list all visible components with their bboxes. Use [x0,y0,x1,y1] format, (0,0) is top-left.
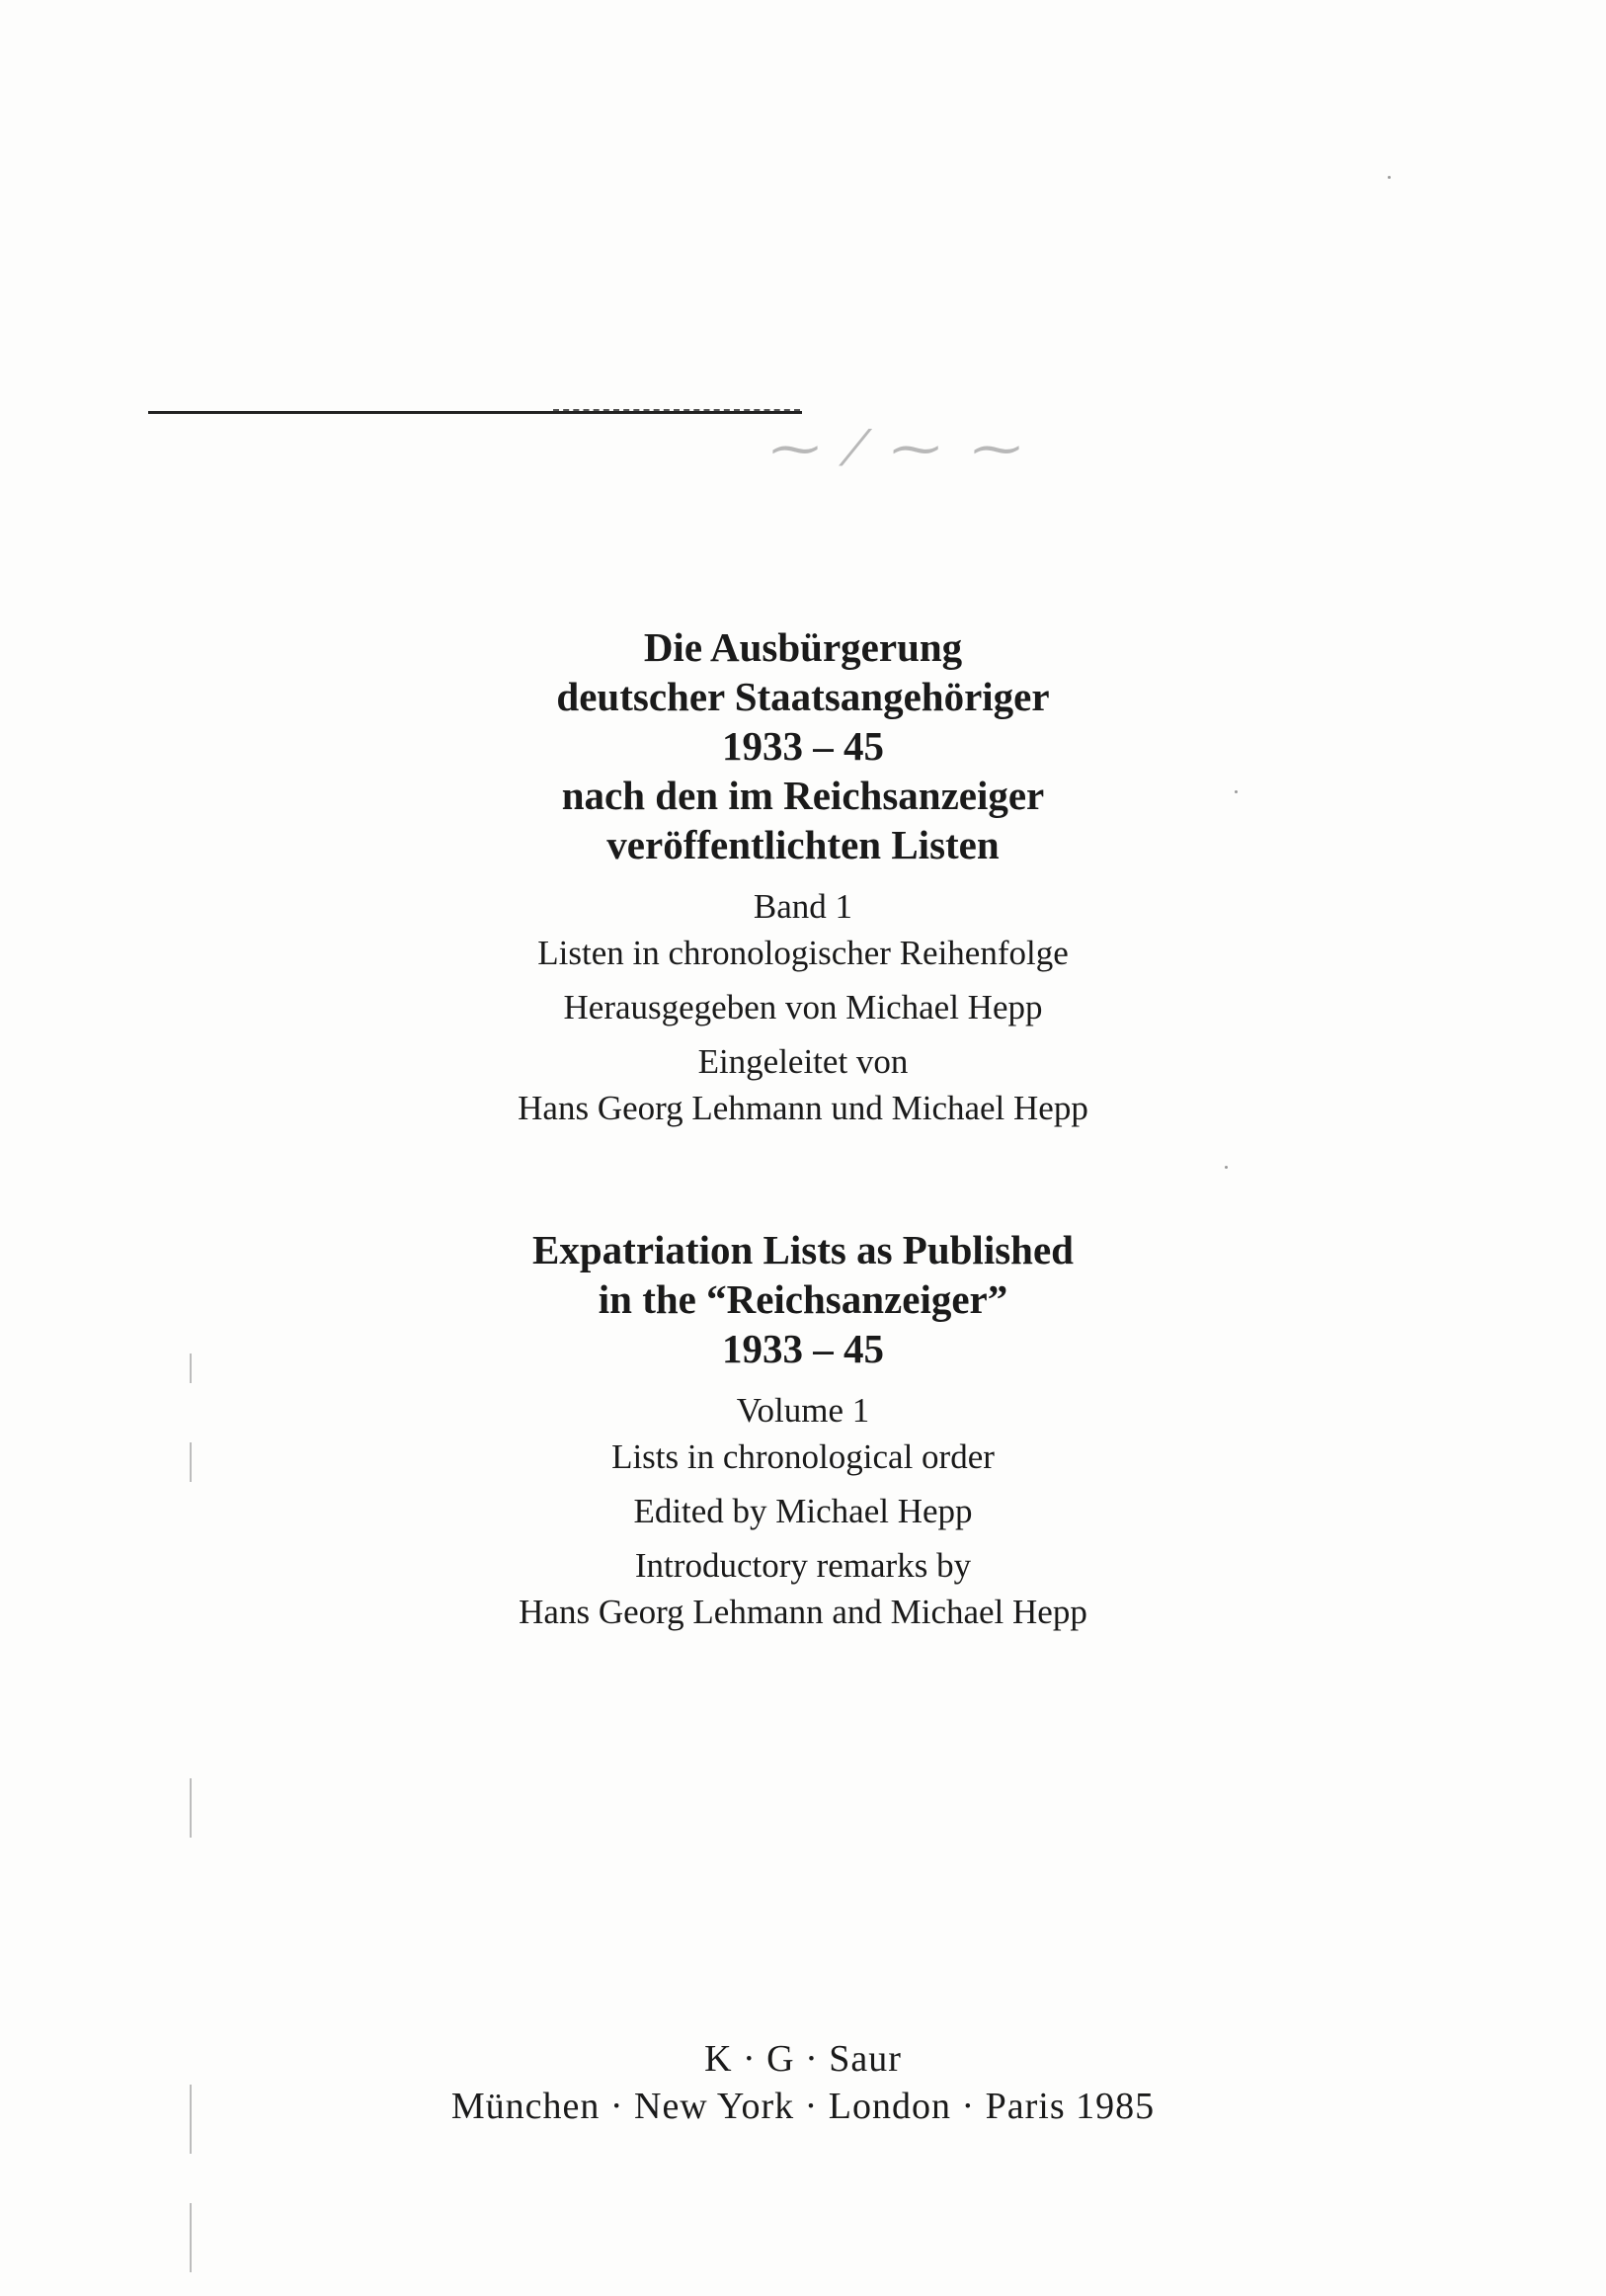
english-subtitle: Lists in chronological order [611,1437,995,1476]
publisher-imprint: München · New York · London · Paris 1985 [450,2086,1156,2127]
german-title-block [0,622,1606,1131]
german-title-line: deutscher Staatsangehöriger [556,674,1050,719]
faded-pencil-mark: ⁓ ⁄ ⁓ ⁓ [770,420,1030,477]
margin-mark [190,2203,192,2272]
english-title-line: Expatriation Lists as Published [532,1227,1074,1272]
english-title-line: 1933 – 45 [722,1326,884,1371]
english-volume: Volume 1 [736,1391,870,1430]
english-title-line: in the “Reichsanzeiger” [598,1276,1008,1322]
german-subtitle: Listen in chronologischer Reihenfolge [537,934,1069,972]
speck [1225,1166,1228,1169]
publisher-block [0,2035,1606,2130]
speck [1388,176,1391,179]
pencil-rule-dashed [553,409,800,411]
english-intro-authors: Hans Georg Lehmann and Michael Hepp [519,1593,1087,1631]
margin-mark [190,1778,192,1838]
german-title-line: 1933 – 45 [722,723,884,769]
german-intro-label: Eingeleitet von [697,1042,909,1081]
english-intro-label: Introductory remarks by [634,1546,972,1585]
german-editor: Herausgegeben von Michael Hepp [563,988,1043,1026]
german-intro-authors: Hans Georg Lehmann und Michael Hepp [518,1089,1088,1127]
publisher-name: K · G · Saur [704,2038,902,2080]
german-title-line: nach den im Reichsanzeiger [561,773,1045,818]
english-title-block [0,1225,1606,1635]
german-volume: Band 1 [753,887,853,926]
german-title-line: Die Ausbürgerung [643,624,963,670]
pencil-rule [148,411,802,414]
german-title-line: veröffentlichten Listen [606,822,1000,867]
english-editor: Edited by Michael Hepp [633,1492,973,1530]
